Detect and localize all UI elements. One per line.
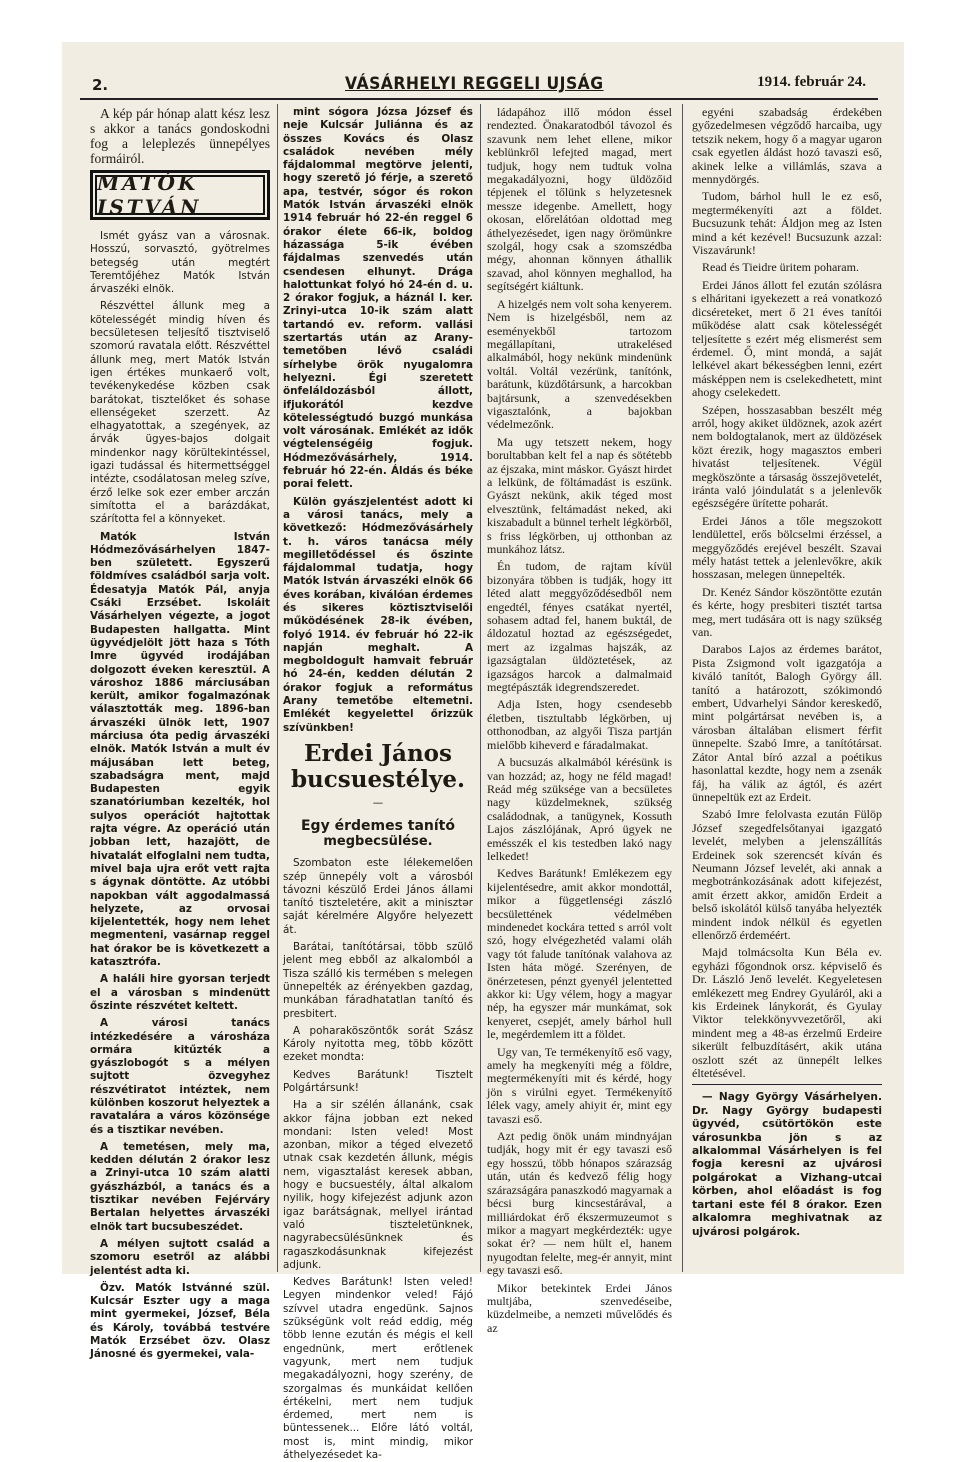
column-1 [90, 106, 270, 1361]
notice-paragraph: — Nagy György Vásárhelyen. Dr. Nagy György budapesti ügyvéd, csütörtökön este városunkba jön s az alkalommal Vásárhelyen is fel fogja keresni az ujvárosi polgárokat a Vizhang-utcai körben, ahol előadást is fog tartani este fél 8 órakor. Ezen alkalomra meghivatnak az ujvárosi polgárok. [692, 1091, 882, 1238]
paragraph: Ha a sir szélén állanánk, csak akkor fájna jobban ezt neked mondani: Isten veled! Most azonban, mikor a téged elvezető utnak csak kezdetén állunk, mégis nem, vigasztalást keresek abban, hogy e bucsuestély, által alkalom nyilik, hogy kifejezést adjunk azon igaz barátságnak, mellyel irántad való tiszteletünknek, nagyrabecsülésünknek és ragaszkodásunknak kifejezést adjunk. [283, 1099, 473, 1271]
paragraph: A mélyen sujtott család a szomoru esetről az alábbi jelentést adta ki. [90, 1237, 270, 1277]
column-divider [277, 104, 278, 1272]
title-divider: — [372, 796, 384, 809]
paragraph: Barátai, tanítótársai, több szülő jelent meg ebből az alkalomból a Tisza szálló kis termében s melegen ünnepelték az érényekben gazdag, munkában fáradhatatlan tanító és presbitert. [283, 941, 473, 1020]
paragraph: Ismét gyász van a városnak. Hosszú, sorvasztó, gyötrelmes betegség után megtért Teremtőjéhez Matók István árvaszéki elnök. [90, 230, 270, 296]
paragraph: Matók István Hódmezővásárhelyen 1847-ben született. Egyszerű földmíves családból sarja volt. Édesatyja Matók Pál, anyja Csáki Erzsébet. Iskoláit Vásárhelyen végezte, a jogot Budapesten hallgatta. Mint ügyvédjelölt jött haza s Tóth Imre ügyvéd irodájában dolgozott éveken keresztül. A városhoz 1886 márciusában került, amikor fogalmazónak választották meg. 1896-ban árvaszéki ülnök lett, 1907 márciusa óta pedig árvaszéki elnök. Matók István a mult év májusában lett beteg, szabadságra ment, majd Budapesten egyik szanatóriumban kezelték, hol sulyos operációt hajtottak rajta végre. Az operáció után jobban lett, hazajött, de hivatalát elfoglalni nem tudta, mivel baja ujra erőt vett rajta s ágynak döntötte. Az utóbbi napokban vált aggodalmassá helyzete, az orvosai kijelentették, hogy nem lehet megmenteni, vasárnap reggel hat órakor be is következett a katasztrófa. [90, 530, 270, 969]
newspaper-title: VÁSÁRHELYI REGGELI UJSÁG [345, 74, 604, 94]
paragraph: Erdei János a tőle megszokott lendülettel, erős bölcselmi érzéssel, a meggyőződés erejével beszélt. Szavai mély hatást tettek a jelenlevőkre, akik hosszasan, melegen ünnepelték. [692, 513, 882, 582]
page-header [80, 70, 878, 98]
column-3 [487, 105, 672, 1335]
paragraph: Kedves Barátunk! Tisztelt Polgártársunk! [283, 1068, 473, 1094]
paragraph: ládapához illő módon éssel rendezted. Önakaratodból távozol és szavunk nem lehet ellene, mikor keblünkről lefejted magad, mert tudjuk, hogy nem tudtuk volna megakadályozni, hogy üldözőid tépjenek el tőlünk s helyzetesnek messze idegenbe. Amellett, hogy okosan, előrelátóan oldottad meg áthelyezésedet, igen nagy örömünkre szolgál, hogy csak a szomszédba mégy, ahonnan könnyen áthallik szavad, ahol könnyen meghallod, ha segítségért kiáltunk. [487, 105, 672, 294]
paragraph: Kedves Barátunk! Emlékezem egy kijelentésedre, amit akkor mondottál, mikor a függetlenségi zászló becsülettének védelmében mindenedet kockára tetted s arról volt szó, hogy elvégezhetéd valami oláh vagy tót falude tanítónak valahova az Isten háta mögé. Szerényen, de önérzetesen, pénzt gyenyél jelentetted akkor ki: Ugy vélem, hogy a magyar nép, ha egyszer már munkámat, sok kenyeret, csepjét, amely bárhol hull le, megérdemlem itt a földet. [487, 866, 672, 1042]
news-notice [692, 1084, 882, 1238]
article-title: Erdei János bucsuestélye. [290, 739, 466, 793]
paragraph: Szépen, hosszasabban beszélt még arról, hogy akiket üldöznek, azok azért nem boldogtalanok, mert az üldözések közt érezik, hogy magasztos emberi hivatást teljesítenek. Végül megköszönte a társaság összejövetelét, iránta való jóindulatát s a jelenlevők egészségére ürítette poharát. [692, 402, 882, 511]
article-subtitle-line2: megbecsülése. [323, 834, 433, 850]
paragraph: Részvéttel állunk meg a kötelességét mindig híven és becsületesen teljesítő tisztviselő szomorú ravatala előtt. Részvéttel állunk meg, mert Matók István igen értékes munkaerő volt, tevékenykedése közben csak barátokat, tisztelőket és sohase ellenségeket szerzett. Az elhagyatottak, a szegények, az árvák ügyes-bajos dolgait mindenkor nagy körültekintéssel, igazi tudással és hitermettséggel intézte, csodálatosan meleg szíve, érző lelke sok ezer ember arczán simította el a barázdákat, szárította fel a könnyeket. [90, 300, 270, 526]
paragraph: mint sógora Józsa József és neje Kulcsár Juliánna és az összes Kovács és Olasz családok nevében mély fájdalommal megtörve jelenti, hogy szerető jó férje, a szerető apa, testvér, sógor és rokon Matók István árvaszéki elnök 1914 február hó 22-én reggel 6 órakor élete 66-ik, boldog házassága 5-ik évében fájdalmas szenvedés után csendesen elhunyt. Drága halottunkat folyó hó 24-én d. u. 2 órakor fogjuk, a háznál I. ker. Zrinyi-utca 10-ik szám alatt tartandó ev. reform. vallási szertartás után az Arany-temetőben lévő családi sírhelybe örök nyugalomra helyezni. Égi szeretett önfeláldozásból állott, ifjukorától kezdve kötelességtudó buzgó munkása volt városának. Emlékét az idők végtelenségéig fogjuk. Hódmezővásárhely, 1914. február hó 22-én. Áldás és béke porai felett. [283, 106, 473, 491]
paragraph: Ugy van, Te termékenyítő eső vagy, amely ha megkenyíti még a földre, megtermékenyíti mit és kérdé, hogy jön s virúlni egyet. Termékenyítő lélek vagy, amely ahiyit ér, mint egy tavaszi eső. [487, 1044, 672, 1126]
paragraph: Azt pedig önök unám mindnyájan tudják, hogy mit ér egy tavaszi eső egy hosszú, több hónapos szárazság után, után és kedvező félig hogy szárazságára panaszkodó magyarnak a bécsi burg kincsestárával, a milliárdokat érő ékszermuzeumot s mikor a magyart megkérdezték: ugye sokat ér? — nem hült el, hanem nyugodtan felelte, meg-ér annyit, mint egy tavaszi eső. [487, 1129, 672, 1278]
paragraph: Erdei János állott fel ezután szólásra s elháritani igyekezett a reá vonatkozó dicséreteket, mert ő 21 éves tanítói működése alatt csak kötelességét teljesítette s ezért még elismerést sem érdemel. Ő, mint mondá, a saját lelkével akart békességben lenni, ezért másképpen nem is cselekedhetett, mint ahogy cselekedett. [692, 277, 882, 400]
paragraph: Özv. Matók Istvánné szül. Kulcsár Eszter ugy a maga mint gyermekei, József, Béla és Károly, továbbá testvére Matók Erzsébet özv. Olasz Jánosné és gyermekei, vala- [90, 1281, 270, 1361]
paragraph: A bucsuzás alkalmából kérésünk is van hozzád; az, hogy ne féld magad! Reád még szüksége van a becsületes nagy küzdelmeknek, szükség családodnak, a tanügynek, Kossuth Lajos zászlójának, Apró ügyek ne emésszék el kis testedben lakó nagy lelkedet! [487, 755, 672, 863]
column-2 [283, 106, 473, 1462]
paragraph: Mikor betekintek Erdei János multjába, szenvedéseibe, küzdelmeibe, a nemzeti művelődés és az [487, 1280, 672, 1335]
paragraph: A városi tanács intézkedésére a városháza ormára kitűzték a gyászlobogót s a mélyen sujtott özvegyhez részvétiratot intéztek, nem különben koszorut helyeztek a ravatalára a város közönsége és a tisztikar nevében. [90, 1017, 270, 1136]
obituary-heading: MATÓK ISTVÁN [95, 175, 265, 215]
column-4 [692, 106, 882, 1271]
column-divider [682, 104, 683, 1272]
page-number: 2. [92, 76, 109, 94]
paragraph: Darabos Lajos az érdemes barátot, Pista Zsigmond volt igazgatója a kiváló tanítót, Balogh György áll. tanító a határozott, szókimondó embert, Udvarhelyi Sándor kereskedő, mint polgártársat nevében is, a városban általában elismert férfit ünnepelte. Szabó Imre, a tanítótársat. Zátor Antal bíró azzal a poétikus hasonlattal kezdte, hogy nem a zsenák fáj, ha válik az ágtól, és azért ünnepeltük ezt az Erdeit. [692, 642, 882, 804]
paragraph: Read és Tieidre üritem poharam. [702, 260, 859, 275]
paragraph: Ma ugy tetszett nekem, hogy borultabban kelt fel a nap és sötétebb az éjszaka, mint máskor. Gyászt hirdet a lelkünk, de föltámadást is eszünk. Gyászt nekünk, akik téged most elvesztünk, feltámadást neked, aki kiszabadult a bünnel terhelt légkörből, s friss légkörben, uj otthonban az munkához látsz. [487, 434, 672, 556]
paragraph: Én tudom, de rajtam kívül bizonyára többen is tudják, hogy itt léted alatt meggyőződésedből nem engedtél, fényes csatákat nyertél, sohasem adtad fel, hanem buktál, de áldozatul hoztad az egészségedet, mert az izgalmas hajszák, az igazságtalan üldöztetések, az igazságos harcok a dalmalmaid megtépászták idegrendszeredet. [487, 559, 672, 695]
obituary-banner [90, 170, 270, 220]
article-subtitle: Egy érdemes tanító [300, 818, 455, 835]
paragraph: Dr. Kenéz Sándor köszöntötte ezután és kérte, hogy presbiteri tisztét tartsa meg, mert tudására ott is nagy szükség van. [692, 584, 882, 640]
paragraph: Adja Isten, hogy csendesebb életben, tisztultabb légkörben, uj otthonodban, az algyői Tisza partján mielőbb kiheverd e fáradalmakat. [487, 697, 672, 752]
paragraph: Szabó Imre felolvasta ezután Fülöp József szegedfelsőtanyai igazgató levelét, melyben a jelenszállítás Erdeinek sok szerencsét kíván és Neumann József levelét, aki annak a megbotránkozásának adott kifejezést, amit érzett akkor, amidőn Erdeit a belső iskolától külső tanyába helyezték mindent indok nélkül és egyetlen ellenőrző érdeméért. [692, 807, 882, 942]
header-rule [80, 98, 878, 100]
paragraph: Tudom, bárhol hull le ez eső, megtermékenyíti azt a földet. Bucsuzunk tehát: Áldjon meg az Isten mind a két kezével! Bucsuzunk azzal: Viszavárunk! [692, 189, 882, 258]
paragraph: Szombaton este lélekemelően szép ünnepély volt a városból távozni készülő Erdei János állami tanító tiszteletére, akit a minisztər saját kérelmére Algyőre helyezett át. [283, 857, 473, 936]
paragraph: A haláli hire gyorsan terjedt el a városban s mindenütt őszinte részvétet keltett. [90, 973, 270, 1012]
intro-paragraph: A kép pár hónap alatt kész lesz s akkor a tanács gondoskodni fog a leleplezés ünnepélyes formáiról. [90, 106, 270, 166]
paragraph: Kedves Barátunk! Isten veled! Legyen mindenkor veled! Fájó szívvel utadra engedünk. Sajnos szükségünk volt reád eddig, még több lenne ezután és mégis el kell engednünk, mert erőtlenek vagyunk, mert nem tudjuk megakadályozni, hogy szerény, de szorgalmas és munkáidat kellően értékelni, mert nem tudjuk érdemed, mert nem is büntessenek... Előre látó voltál, most is, mint mindig, mikor áthelyezésedet ka- [283, 1276, 473, 1462]
issue-date: 1914. február 24. [757, 74, 866, 90]
paragraph: A hizelgés nem volt soha kenyerem. Nem is hizelgésből, nem az eseményekből tartozom megállapítani, utrakelésed alkalmából, hogy nekünk mindenünk voltál. Voltál vezérünk, tanítónk, barátunk, küzdőtársunk, a harcokban bajtársunk, a szenvedésekben vigasztalónk, a bajokban védelmezőnk. [487, 296, 672, 432]
paragraph: Majd tolmácsolta Kun Béla ev. egyházi főgondnok orsz. képviselő és Dr. László Jenő levelét. Kegyeletesen emlékezett meg Endrey Gyuláról, aki a kis Erdeinek lánykorát, és Gyulay Viktor telekkönyvvezetőről, aki mindent meg a 48-as érzelmű Erdeire sikerült felbuzdításért, akik utána oszlott szét az ünnepélt lelkes éltetésével. [692, 945, 882, 1081]
paragraph: A temetésen, mely ma, kedden délután 2 órakor lesz a Zrinyi-utca 10 szám alatti gyászházból, a tanács és a tisztikar nevében Fejérváry Bertalan helyettes árvaszéki elnök tart bucsubeszédet. [90, 1140, 270, 1233]
paragraph: A poharaköszöntők sorát Szász Károly nyitotta meg, több között ezeket mondta: [283, 1024, 473, 1064]
paragraph: egyéni szabadság érdekében győzedelmesen végződő harcaiba, ugy tetszik nekem, hogy ő a magyar ugaron csak egyetlen áldást hozó tavaszi eső, akinek lelke a villámlás, szava a mennydörgés. [692, 105, 882, 187]
paragraph: Külön gyászjelentést adott ki a városi tanács, mely a következő: Hódmezővásárhely t. h. város tanácsa mély megilletődéssel és őszinte fájdalommal tudatja, hogy Matók István árvaszéki elnök 66 éves korában, kiválóan érdemes és sikeres köztisztviselői működésének 28-ik évében, folyó 1914. év február hó 22-ik napján meghalt. A megboldogult hamvait február hó 24-én, kedden délután 2 órakor fogjuk a református Arany temetőbe eltemetni. Emlékét kegyelettel őrizzük szívünkben! [283, 495, 473, 734]
column-divider [480, 104, 481, 1272]
